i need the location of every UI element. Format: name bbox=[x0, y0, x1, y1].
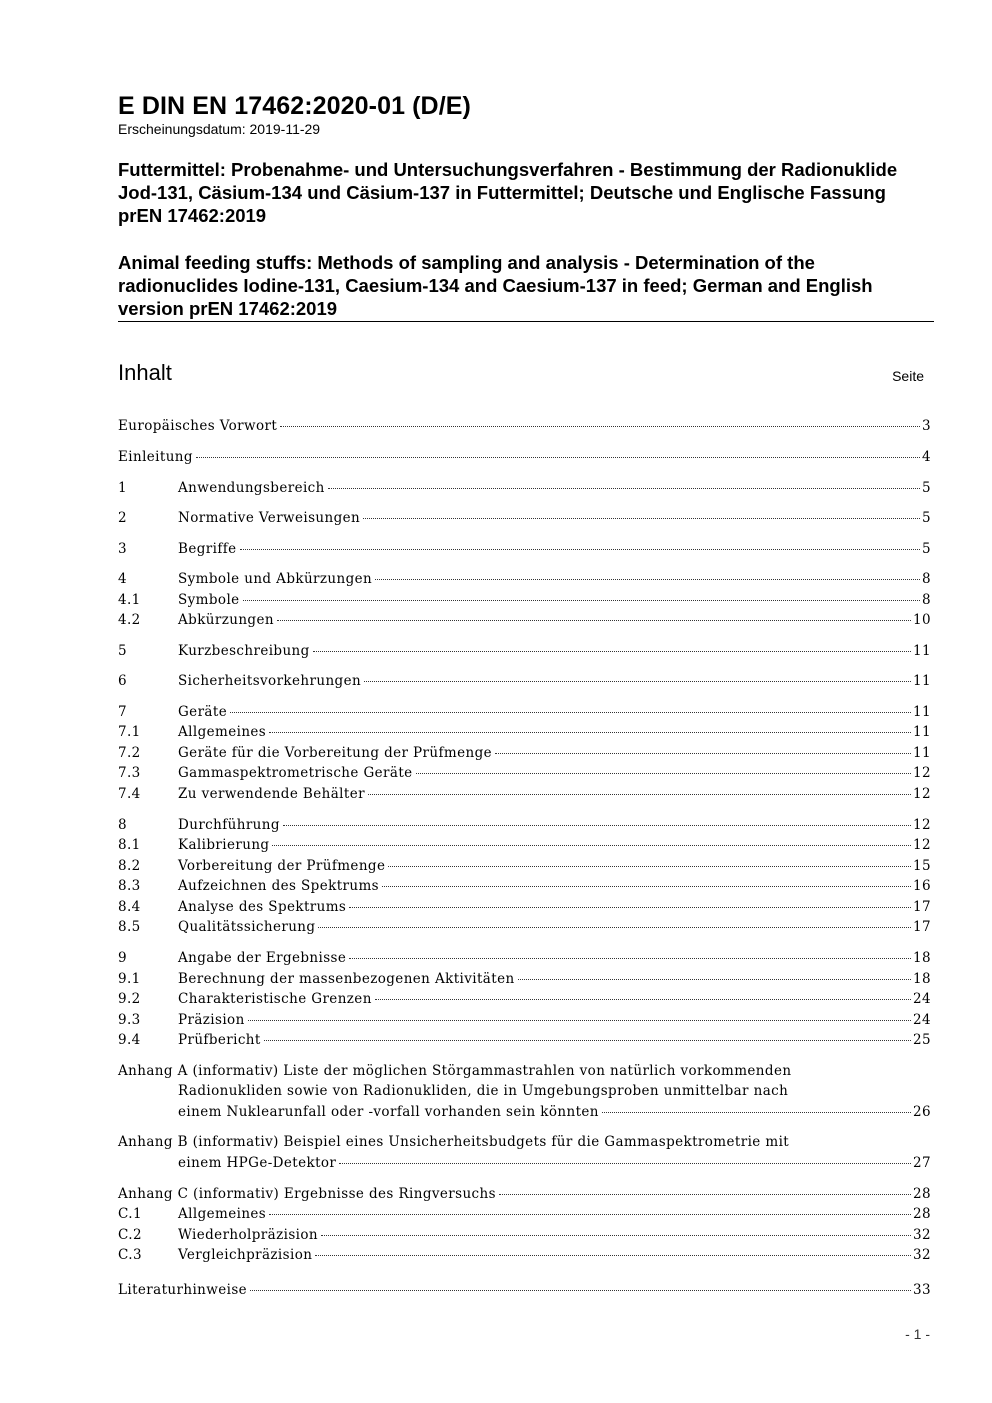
dot-leader bbox=[382, 886, 911, 887]
dot-leader bbox=[416, 773, 911, 774]
toc-entry-8-4[interactable] bbox=[118, 897, 931, 917]
toc-entry-number: 7 bbox=[118, 704, 127, 720]
toc-entry-number: 2 bbox=[118, 510, 127, 526]
toc-entry-label: Gammaspektrometrische Geräte bbox=[178, 765, 413, 781]
toc-entry-c-2[interactable] bbox=[118, 1225, 931, 1245]
toc-entry-number: 7.3 bbox=[118, 765, 141, 781]
toc-entry-number: 7.1 bbox=[118, 724, 141, 740]
dot-leader bbox=[321, 1235, 911, 1236]
toc-entry-label: Abkürzungen bbox=[178, 612, 274, 628]
toc-entry-4[interactable] bbox=[118, 569, 931, 589]
toc-entry-3[interactable] bbox=[118, 539, 931, 559]
toc-entry-label: Zu verwendende Behälter bbox=[178, 786, 365, 802]
toc-entry-8-5[interactable] bbox=[118, 917, 931, 937]
dot-leader bbox=[230, 712, 911, 713]
dot-leader bbox=[318, 927, 911, 928]
toc-entry-number: 8.5 bbox=[118, 919, 141, 935]
toc-entry-page: 5 bbox=[922, 510, 931, 526]
toc-entry-number: 8.3 bbox=[118, 878, 141, 894]
dot-leader bbox=[248, 1020, 911, 1021]
toc-entry-c-3[interactable] bbox=[118, 1245, 931, 1265]
toc-entry-label: Aufzeichnen des Spektrums bbox=[178, 878, 379, 894]
dot-leader bbox=[363, 518, 920, 519]
dot-leader bbox=[277, 620, 911, 621]
toc-entry-page: 8 bbox=[922, 571, 931, 587]
dot-leader bbox=[313, 651, 911, 652]
toc-entry-page: 16 bbox=[913, 878, 931, 894]
toc-entry-page: 18 bbox=[913, 971, 931, 987]
toc-entry-8-1[interactable] bbox=[118, 835, 931, 855]
dot-leader bbox=[368, 794, 911, 795]
dot-leader bbox=[499, 1194, 911, 1195]
dot-leader bbox=[495, 753, 911, 754]
dot-leader bbox=[388, 866, 911, 867]
toc-entry-8-3[interactable] bbox=[118, 876, 931, 896]
toc-entry-page: 12 bbox=[913, 786, 931, 802]
toc-entry-label: einem Nuklearunfall oder -vorfall vorhanden sein könnten bbox=[178, 1104, 599, 1120]
toc-entry-8-2[interactable] bbox=[118, 856, 931, 876]
toc-entry-number: C.1 bbox=[118, 1206, 142, 1222]
toc-entry-label: Anhang C (informativ) Ergebnisse des Ringversuchs bbox=[118, 1186, 496, 1202]
dot-leader bbox=[364, 681, 911, 682]
toc-entry-label: Präzision bbox=[178, 1012, 245, 1028]
dot-leader bbox=[196, 457, 920, 458]
toc-entry-4-1[interactable] bbox=[118, 590, 931, 610]
document-id: E DIN EN 17462:2020-01 (D/E) bbox=[118, 92, 471, 120]
toc-entry-page: 11 bbox=[913, 704, 931, 720]
toc-entry-number: 7.4 bbox=[118, 786, 141, 802]
dot-leader bbox=[518, 979, 911, 980]
toc-entry-number: 8.1 bbox=[118, 837, 141, 853]
toc-entry-page: 8 bbox=[922, 592, 931, 608]
toc-entry-number: C.2 bbox=[118, 1227, 142, 1243]
toc-entry-anhang-a-line-3[interactable] bbox=[118, 1102, 931, 1122]
toc-entry-label: Durchführung bbox=[178, 817, 280, 833]
toc-entry-page: 32 bbox=[913, 1227, 931, 1243]
toc-entry-anhang-b-line-2[interactable] bbox=[118, 1153, 931, 1173]
toc-entry-number: 4.2 bbox=[118, 612, 141, 628]
toc-entry-number: 9.2 bbox=[118, 991, 141, 1007]
toc-entry-anhang-a-line-2[interactable] bbox=[118, 1081, 931, 1101]
dot-leader bbox=[349, 907, 911, 908]
toc-entry-number: 9.1 bbox=[118, 971, 141, 987]
dot-leader bbox=[349, 958, 911, 959]
toc-entry-label: Analyse des Spektrums bbox=[178, 899, 347, 915]
toc-entry-number: 5 bbox=[118, 643, 127, 659]
toc-entry-page: 12 bbox=[913, 765, 931, 781]
toc-entry-page: 17 bbox=[913, 919, 931, 935]
toc-entry-6[interactable] bbox=[118, 671, 931, 691]
toc-entry-label: einem HPGe-Detektor bbox=[178, 1155, 337, 1171]
dot-leader bbox=[375, 579, 920, 580]
toc-entry-c-1[interactable] bbox=[118, 1204, 931, 1224]
toc-entry-page: 18 bbox=[913, 950, 931, 966]
toc-entry-page: 11 bbox=[913, 745, 931, 761]
toc-entry-europaeisches-vorwort[interactable] bbox=[118, 416, 931, 436]
toc-entry-number: 4 bbox=[118, 571, 127, 587]
dot-leader bbox=[243, 600, 920, 601]
toc-entry-1[interactable] bbox=[118, 478, 931, 498]
toc-entry-label: Europäisches Vorwort bbox=[118, 418, 278, 434]
toc-entry-number: 1 bbox=[118, 480, 127, 496]
toc-entry-7-4[interactable] bbox=[118, 784, 931, 804]
toc-entry-page: 17 bbox=[913, 899, 931, 915]
toc-entry-label: Qualitätssicherung bbox=[178, 919, 316, 935]
toc-entry-7-3[interactable] bbox=[118, 763, 931, 783]
toc-entry-label: Symbole und Abkürzungen bbox=[178, 571, 373, 587]
toc-entry-page: 11 bbox=[913, 724, 931, 740]
toc-entry-4-2[interactable] bbox=[118, 610, 931, 630]
toc-page-column-label: Seite bbox=[892, 368, 924, 384]
toc-entry-page: 28 bbox=[913, 1206, 931, 1222]
toc-entry-number: C.3 bbox=[118, 1247, 142, 1263]
dot-leader bbox=[328, 488, 920, 489]
toc-heading: Inhalt bbox=[118, 360, 172, 385]
toc-entry-label: Prüfbericht bbox=[178, 1032, 261, 1048]
toc-entry-page: 28 bbox=[913, 1186, 931, 1202]
toc-entry-9-1[interactable] bbox=[118, 969, 931, 989]
toc-entry-8[interactable] bbox=[118, 815, 931, 835]
toc-entry-7[interactable] bbox=[118, 702, 931, 722]
toc-entry-page: 26 bbox=[913, 1104, 931, 1120]
toc-entry-5[interactable] bbox=[118, 641, 931, 661]
toc-entry-anhang-b-line-1[interactable] bbox=[118, 1132, 931, 1152]
toc-entry-9-4[interactable] bbox=[118, 1030, 931, 1050]
toc-entry-page: 11 bbox=[913, 673, 931, 689]
toc-entry-page: 11 bbox=[913, 643, 931, 659]
toc-entry-anhang-a-line-1[interactable] bbox=[118, 1061, 931, 1081]
dot-leader bbox=[240, 549, 920, 550]
toc-entry-page: 5 bbox=[922, 480, 931, 496]
toc-entry-label: Symbole bbox=[178, 592, 240, 608]
toc-entry-label: Literaturhinweise bbox=[118, 1282, 248, 1298]
toc-entry-label: Charakteristische Grenzen bbox=[178, 991, 372, 1007]
toc-entry-page: 32 bbox=[913, 1247, 931, 1263]
toc-entry-page: 4 bbox=[922, 449, 931, 465]
toc-entry-label: Allgemeines bbox=[178, 724, 267, 740]
toc-entry-label: Vergleichpräzision bbox=[178, 1247, 313, 1263]
toc-entry-number: 8.2 bbox=[118, 858, 141, 874]
dot-leader bbox=[375, 999, 911, 1000]
toc-entry-number: 7.2 bbox=[118, 745, 141, 761]
toc-entry-7-1[interactable] bbox=[118, 722, 931, 742]
toc-entry-number: 8.4 bbox=[118, 899, 141, 915]
toc-entry-page: 33 bbox=[913, 1282, 931, 1298]
toc-entry-page: 24 bbox=[913, 1012, 931, 1028]
publication-date: Erscheinungsdatum: 2019-11-29 bbox=[118, 121, 321, 137]
dot-leader bbox=[280, 426, 920, 427]
dot-leader bbox=[264, 1040, 911, 1041]
toc-entry-number: 9.3 bbox=[118, 1012, 141, 1028]
toc-entry-9[interactable] bbox=[118, 948, 931, 968]
toc-entry-number: 3 bbox=[118, 541, 127, 557]
toc-entry-page: 27 bbox=[913, 1155, 931, 1171]
toc-entry-9-3[interactable] bbox=[118, 1010, 931, 1030]
toc-entry-number: 9.4 bbox=[118, 1032, 141, 1048]
title-divider bbox=[118, 321, 934, 322]
title-english: Animal feeding stuffs: Methods of sampling and analysis - Determination of the radionuclides Iodine-131, Caesium-134 and Caesium-137 in feed; German and English version prEN 17462:2019 bbox=[118, 252, 873, 319]
dot-leader bbox=[315, 1255, 911, 1256]
toc-entry-page: 15 bbox=[913, 858, 931, 874]
toc-entry-page: 5 bbox=[922, 541, 931, 557]
page-number: - 1 - bbox=[905, 1326, 930, 1342]
toc-entry-7-2[interactable] bbox=[118, 743, 931, 763]
toc-entry-page: 12 bbox=[913, 817, 931, 833]
toc-entry-number: 9 bbox=[118, 950, 127, 966]
toc-entry-label: Geräte bbox=[178, 704, 228, 720]
toc-entry-label: Wiederholpräzision bbox=[178, 1227, 319, 1243]
dot-leader bbox=[339, 1163, 911, 1164]
toc-entry-label: Kalibrierung bbox=[178, 837, 270, 853]
toc-entry-anhang-c[interactable] bbox=[118, 1184, 931, 1204]
toc-entry-page: 10 bbox=[913, 612, 931, 628]
toc-entry-2[interactable] bbox=[118, 508, 931, 528]
toc-entry-label: Angabe der Ergebnisse bbox=[178, 950, 347, 966]
toc-entry-label: Radionukliden sowie von Radionukliden, die in Umgebungsproben unmittelbar nach bbox=[178, 1083, 789, 1099]
dot-leader bbox=[272, 845, 911, 846]
toc-entry-number: 8 bbox=[118, 817, 127, 833]
dot-leader bbox=[283, 825, 911, 826]
toc-entry-number: 6 bbox=[118, 673, 127, 689]
toc-entry-label: Normative Verweisungen bbox=[178, 510, 361, 526]
toc-entry-page: 25 bbox=[913, 1032, 931, 1048]
toc-entry-page: 24 bbox=[913, 991, 931, 1007]
toc-entry-label: Berechnung der massenbezogenen Aktivitäten bbox=[178, 971, 515, 987]
toc-entry-label: Einleitung bbox=[118, 449, 193, 465]
dot-leader bbox=[269, 732, 911, 733]
toc-entry-label: Kurzbeschreibung bbox=[178, 643, 310, 659]
toc-entry-einleitung[interactable] bbox=[118, 447, 931, 467]
toc-entry-label: Vorbereitung der Prüfmenge bbox=[178, 858, 386, 874]
toc-entry-page: 3 bbox=[922, 418, 931, 434]
toc-entry-label: Anhang A (informativ) Liste der möglichen Störgammastrahlen von natürlich vorkommenden bbox=[118, 1063, 792, 1079]
toc-entry-label: Sicherheitsvorkehrungen bbox=[178, 673, 362, 689]
dot-leader bbox=[269, 1214, 911, 1215]
toc-entry-label: Anhang B (informativ) Beispiel eines Unsicherheitsbudgets für die Gammaspektrometrie mit bbox=[118, 1134, 790, 1150]
toc-entry-literaturhinweise[interactable] bbox=[118, 1280, 931, 1300]
toc-entry-label: Begriffe bbox=[178, 541, 237, 557]
toc-entry-label: Geräte für die Vorbereitung der Prüfmenge bbox=[178, 745, 493, 761]
dot-leader bbox=[250, 1290, 911, 1291]
title-german: Futtermittel: Probenahme- und Untersuchungsverfahren - Bestimmung der Radionuklide Jod-131, Cäsium-134 und Cäsium-137 in Futtermittel; Deutsche und Englische Fassung prEN 17462:2019 bbox=[118, 159, 898, 226]
dot-leader bbox=[602, 1112, 911, 1113]
toc-entry-page: 12 bbox=[913, 837, 931, 853]
toc-entry-label: Anwendungsbereich bbox=[178, 480, 325, 496]
toc-entry-label: Allgemeines bbox=[178, 1206, 267, 1222]
toc-entry-9-2[interactable] bbox=[118, 989, 931, 1009]
toc-entry-number: 4.1 bbox=[118, 592, 141, 608]
